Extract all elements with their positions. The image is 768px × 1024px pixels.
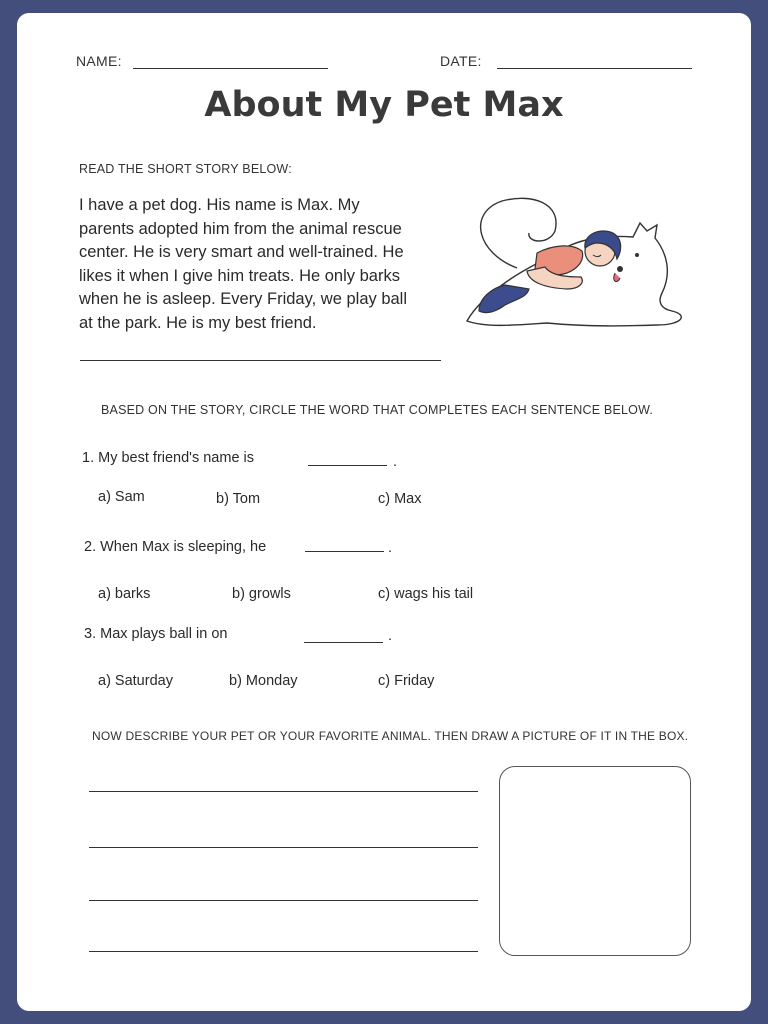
- writing-line[interactable]: [89, 791, 478, 792]
- quiz-instruction: BASED ON THE STORY, CIRCLE THE WORD THAT COMPLETES EACH SENTENCE BELOW.: [101, 403, 654, 417]
- option-3b[interactable]: b) Monday: [229, 673, 298, 689]
- option-3c[interactable]: c) Friday: [378, 673, 435, 689]
- story-line: at the park. He is my best friend.: [79, 313, 317, 332]
- story-line: when he is asleep. Every Friday, we play ball: [79, 290, 408, 309]
- dog-nose: [617, 266, 623, 272]
- option-3a[interactable]: a) Saturday: [98, 673, 173, 689]
- worksheet-page: [17, 13, 751, 1011]
- drawing-box[interactable]: [499, 766, 691, 956]
- story-line: parents adopted him from the animal rescue: [79, 219, 402, 238]
- name-line[interactable]: [133, 68, 328, 69]
- question-2: 2. When Max is sleeping, he: [84, 539, 267, 555]
- question-3: 3. Max plays ball in on: [84, 626, 228, 642]
- date-line[interactable]: [497, 68, 692, 69]
- option-1a[interactable]: a) Sam: [98, 489, 145, 505]
- story-text: [79, 194, 459, 336]
- page-title: About My Pet Max: [204, 85, 564, 125]
- option-2a[interactable]: a) barks: [98, 586, 151, 602]
- blank-2[interactable]: [305, 551, 384, 552]
- child-hugging-dog-icon: [457, 193, 693, 329]
- date-label: DATE:: [440, 53, 482, 69]
- blank-3[interactable]: [304, 642, 383, 643]
- writing-line[interactable]: [89, 900, 478, 901]
- describe-instruction: NOW DESCRIBE YOUR PET OR YOUR FAVORITE ANIMAL. THEN DRAW A PICTURE OF IT IN THE BOX.: [92, 729, 689, 743]
- story-answer-line[interactable]: [80, 360, 441, 361]
- story-instruction: READ THE SHORT STORY BELOW:: [79, 162, 292, 176]
- question-1: 1. My best friend's name is: [82, 450, 255, 466]
- story-line: likes it when I give him treats. He only barks: [79, 266, 400, 285]
- story-line: center. He is very smart and well-trained. He: [79, 243, 404, 262]
- blank-1[interactable]: [308, 465, 387, 466]
- writing-line[interactable]: [89, 847, 478, 848]
- name-label: NAME:: [76, 53, 122, 69]
- story-line: I have a pet dog. His name is Max. My: [79, 196, 360, 214]
- dog-eye: [635, 253, 639, 257]
- period-3: .: [388, 628, 393, 644]
- option-2c[interactable]: c) wags his tail: [378, 586, 474, 602]
- writing-line[interactable]: [89, 951, 478, 952]
- option-1b[interactable]: b) Tom: [216, 491, 261, 507]
- period-1: .: [393, 454, 398, 470]
- period-2: .: [388, 540, 393, 556]
- option-1c[interactable]: c) Max: [378, 491, 422, 507]
- option-2b[interactable]: b) growls: [232, 586, 291, 602]
